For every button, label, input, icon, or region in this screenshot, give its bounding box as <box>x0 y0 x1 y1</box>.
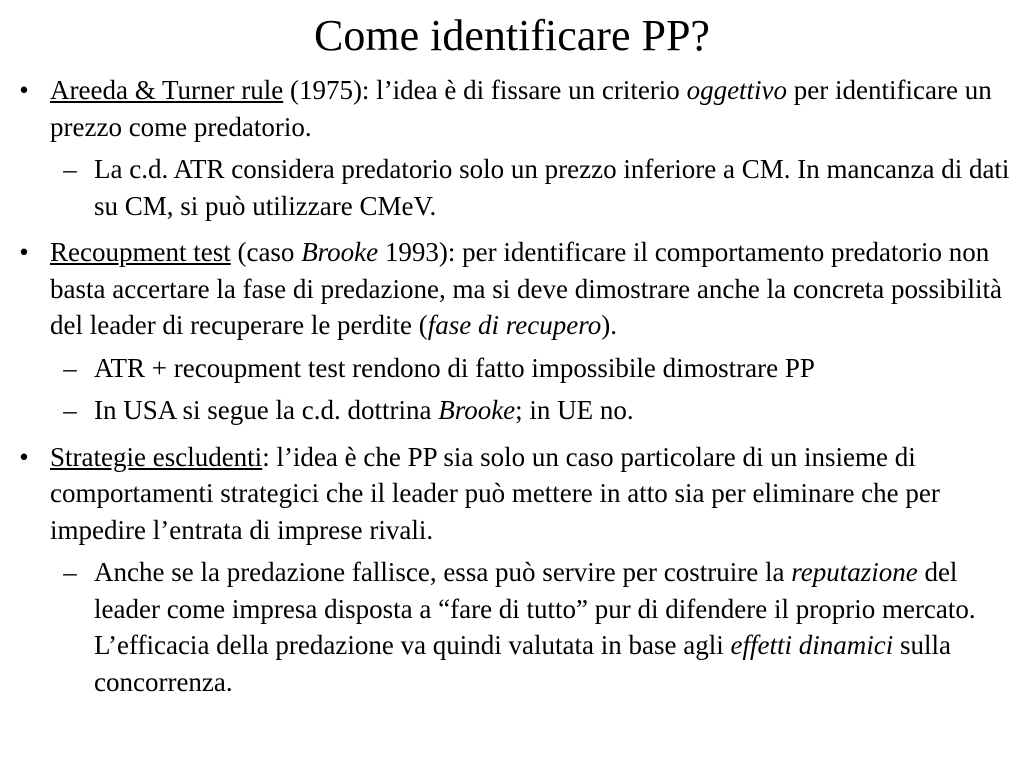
sub-bullet-atr-recoupment <box>14 350 1014 387</box>
sub-bullet-marker: – <box>63 154 77 184</box>
slide-title: Come identificare PP? <box>314 11 710 60</box>
sub-bullet-text: sulla concorrenza. <box>94 630 951 697</box>
sub-bullet-marker: – <box>63 557 77 587</box>
sub-bullet-marker: – <box>63 395 77 425</box>
emphasis-text: reputazione <box>791 557 918 587</box>
bullet-text: (caso <box>230 237 302 267</box>
emphasis-text: oggettivo <box>686 75 788 105</box>
sub-bullet-reputazione <box>14 554 1014 700</box>
sub-bullet-text: ; in UE no. <box>515 395 634 425</box>
emphasis-text: effetti dinamici <box>730 630 894 660</box>
sub-bullet-atr <box>14 151 1014 224</box>
bullet-marker: • <box>19 75 29 105</box>
sub-bullet-text: In USA si segue la c.d. dottrina <box>94 395 439 425</box>
term-strategie-escludenti: Strategie escludenti <box>50 441 263 472</box>
bullet-strategie-escludenti <box>14 439 1014 549</box>
bullet-recoupment-test <box>14 234 1014 344</box>
bullet-text: per identificare un prezzo come predatorio. <box>50 75 992 142</box>
term-areeda-turner-rule: Areeda & Turner rule <box>50 75 284 105</box>
sub-bullet-marker: – <box>63 352 77 383</box>
sub-bullet-text: ATR + recoupment test rendono di fatto impossibile dimostrare PP <box>94 352 815 383</box>
bullet-marker: • <box>19 441 29 472</box>
sub-bullet-text: del leader come impresa disposta a “fare di tutto” pur di difendere il proprio mercato. L’efficacia della predazione va quindi valutata in base agli <box>94 557 976 660</box>
slide-content <box>14 72 1014 700</box>
bullet-text: (1975): l’idea è di fissare un criterio <box>283 75 687 105</box>
sub-bullet-usa-ue <box>14 392 1014 429</box>
emphasis-text: Brooke <box>301 237 379 267</box>
bullet-text: 1993): per identificare il comportamento predatorio non basta accertare la fase di predazione, ma si deve dimostrare anche la concreta possibilità del leader di recuperare le perdite ( <box>50 237 1003 340</box>
term-recoupment-test: Recoupment test <box>50 237 231 267</box>
bullet-areeda-turner <box>14 72 1014 145</box>
sub-bullet-text: Anche se la predazione fallisce, essa può servire per costruire la <box>94 557 792 587</box>
emphasis-text: fase di recupero <box>427 310 602 340</box>
bullet-text: : l’idea è che PP sia solo un caso particolare di un insieme di comportamenti strategici che il leader può mettere in atto sia per eliminare che per impedire l’entrata di imprese rivali. <box>50 441 940 545</box>
bullet-text: ). <box>601 310 617 340</box>
emphasis-text: Brooke <box>438 395 516 425</box>
sub-bullet-text: La c.d. ATR considera predatorio solo un prezzo inferiore a CM. In mancanza di dati su CM, si può utilizzare CMeV. <box>94 154 1010 221</box>
bullet-marker: • <box>19 237 29 267</box>
